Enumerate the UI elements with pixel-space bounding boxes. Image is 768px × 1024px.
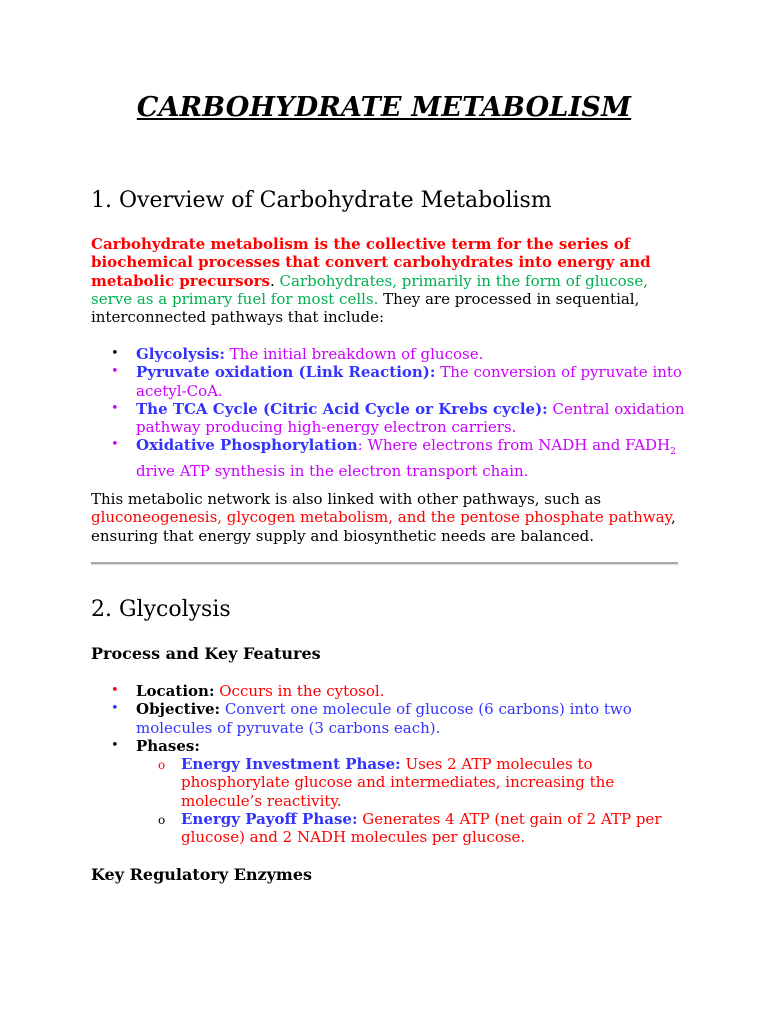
network-paragraph: [91, 490, 691, 545]
objective-text: Convert one molecule of glucose (6 carbons) into two molecules of pyruvate (3 carbons each).: [136, 700, 632, 737]
pathway-text: Central oxidation pathway producing high-energy electron carriers.: [136, 399, 685, 437]
bullet-icon: •: [111, 364, 119, 380]
list-item: [91, 682, 691, 700]
pathways-lead-text: They are processed in sequential, interconnected pathways that include:: [91, 289, 640, 327]
section-1-heading: 1. Overview of Carbohydrate Metabolism: [91, 188, 552, 213]
section-2-heading: 2. Glycolysis: [91, 597, 231, 622]
objective-label: Objective:: [136, 700, 221, 719]
document-title: CARBOHYDRATE METABOLISM: [136, 92, 632, 123]
bullet-icon: •: [111, 437, 119, 453]
phase-label: Energy Payoff Phase:: [181, 810, 358, 829]
pathway-label: The TCA Cycle (Citric Acid Cycle or Krebs cycle):: [136, 399, 548, 418]
bullet-icon: •: [111, 400, 119, 416]
pathway-text: The initial breakdown of glucose.: [224, 345, 484, 363]
phase-label: Energy Investment Phase:: [181, 755, 401, 774]
location-text: Occurs in the cytosol.: [214, 682, 385, 700]
list-item: [91, 700, 691, 737]
list-item: [91, 400, 691, 437]
definition-period: .: [269, 271, 280, 290]
horizontal-divider: [91, 562, 678, 565]
circle-bullet-icon: o: [158, 758, 166, 773]
pathway-text-continued: drive ATP synthesis in the electron transport chain.: [136, 461, 529, 480]
pathway-label: Glycolysis:: [136, 345, 225, 363]
phases-sublist: [136, 755, 691, 846]
bullet-icon: •: [111, 346, 119, 361]
phases-label: Phases:: [136, 736, 200, 755]
pathway-label: Oxidative Phosphorylation: [136, 436, 358, 455]
list-item: [91, 345, 691, 363]
bullet-icon: •: [111, 701, 119, 717]
overview-paragraph: [91, 235, 691, 326]
definition-text: Carbohydrate metabolism is the collective term for the series of biochemical processes that convert carbohydrates into energy and metabolic precursors: [91, 235, 651, 290]
regulatory-enzymes-subheading: Key Regulatory Enzymes: [91, 865, 313, 884]
circle-bullet-icon: o: [158, 813, 166, 828]
bullet-icon: •: [111, 737, 119, 753]
glycolysis-feature-list: [91, 682, 691, 847]
list-item: [136, 755, 691, 810]
phase-text: Generates 4 ATP (net gain of 2 ATP per glucose) and 2 NADH molecules per glucose.: [181, 810, 662, 847]
process-features-subheading: Process and Key Features: [91, 644, 321, 663]
location-label: Location:: [136, 682, 215, 700]
fadh-subscript: 2: [670, 447, 676, 458]
bullet-icon: •: [111, 683, 119, 698]
linked-pathways-text: gluconeogenesis, glycogen metabolism, and the pentose phosphate pathway: [91, 508, 671, 527]
pathway-list: [91, 345, 691, 480]
pathway-text: The conversion of pyruvate into acetyl-CoA.: [136, 363, 682, 400]
pathway-label: Pyruvate oxidation (Link Reaction):: [136, 363, 436, 382]
list-item: [91, 363, 691, 400]
network-text-a: This metabolic network is also linked with other pathways, such as: [91, 490, 602, 508]
phase-text: Uses 2 ATP molecules to phosphorylate glucose and intermediates, increasing the molecule’s reactivity.: [181, 755, 615, 810]
list-item: [91, 436, 691, 480]
pathway-text: : Where electrons from NADH and FADH: [357, 436, 671, 455]
fuel-text: Carbohydrates, primarily in the form of glucose, serve as a primary fuel for most cells.: [91, 271, 648, 308]
list-item: [91, 737, 691, 847]
list-item: [136, 810, 691, 847]
network-text-b: , ensuring that energy supply and biosynthetic needs are balanced.: [91, 508, 676, 545]
